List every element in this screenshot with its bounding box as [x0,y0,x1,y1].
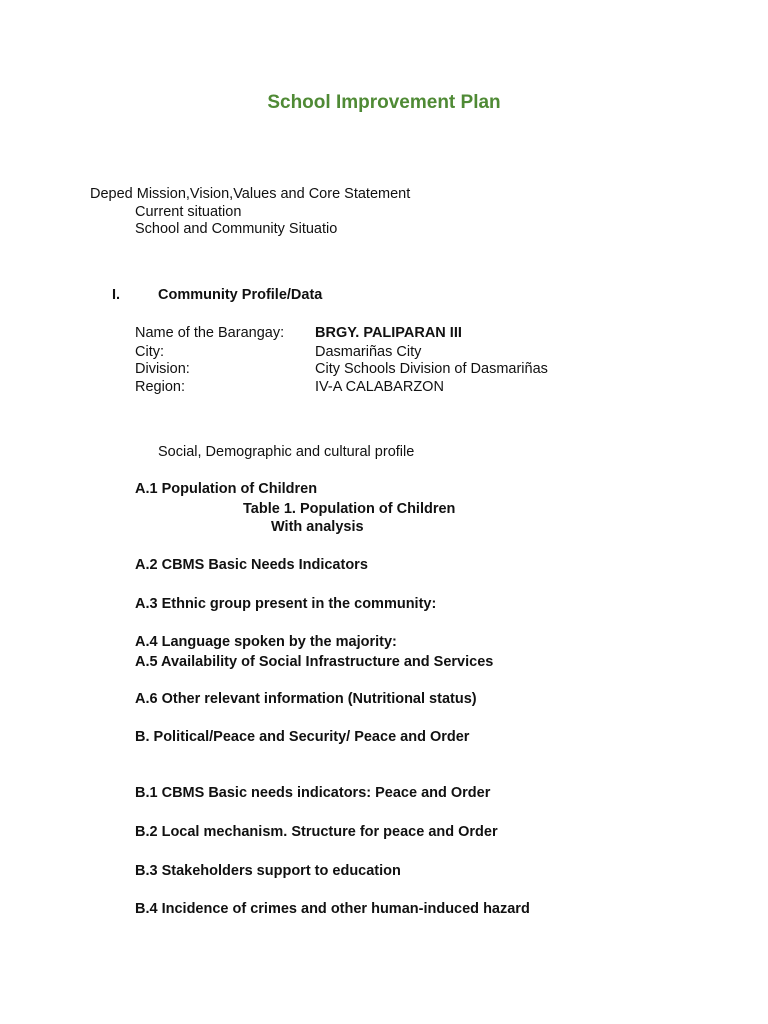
profile-value-city: Dasmariñas City [315,344,422,360]
profile-value-barangay: BRGY. PALIPARAN III [315,325,462,341]
table-caption-line1: Table 1. Population of Children [243,501,456,517]
profile-label-barangay: Name of the Barangay: [135,325,285,341]
profile-label-city: City: [135,344,164,360]
subheading-social-profile: Social, Demographic and cultural profile [158,444,415,460]
item-a1: A.1 Population of Children [135,481,318,497]
item-b3: B.3 Stakeholders support to education [135,863,401,879]
item-b: B. Political/Peace and Security/ Peace and Order [135,729,470,745]
item-a4: A.4 Language spoken by the majority: [135,634,397,650]
item-a2: A.2 CBMS Basic Needs Indicators [135,557,368,573]
document-title: School Improvement Plan [267,92,501,113]
profile-label-division: Division: [135,361,190,377]
intro-line-school-community: School and Community Situatio [135,221,338,237]
profile-label-region: Region: [135,379,185,395]
item-a3: A.3 Ethnic group present in the community: [135,596,437,612]
item-a5: A.5 Availability of Social Infrastructure and Services [135,654,494,670]
table-caption-line2: With analysis [271,519,364,535]
item-b4: B.4 Incidence of crimes and other human-induced hazard [135,901,530,917]
intro-line-current-situation: Current situation [135,204,242,220]
profile-value-division: City Schools Division of Dasmariñas [315,361,548,377]
item-a6: A.6 Other relevant information (Nutritional status) [135,691,477,707]
intro-line-mission: Deped Mission,Vision,Values and Core Statement [90,186,411,202]
section-number: I. [112,287,121,303]
item-b1: B.1 CBMS Basic needs indicators: Peace and Order [135,785,491,801]
section-heading: Community Profile/Data [158,287,323,303]
item-b2: B.2 Local mechanism. Structure for peace and Order [135,824,498,840]
profile-value-region: IV-A CALABARZON [315,379,444,395]
